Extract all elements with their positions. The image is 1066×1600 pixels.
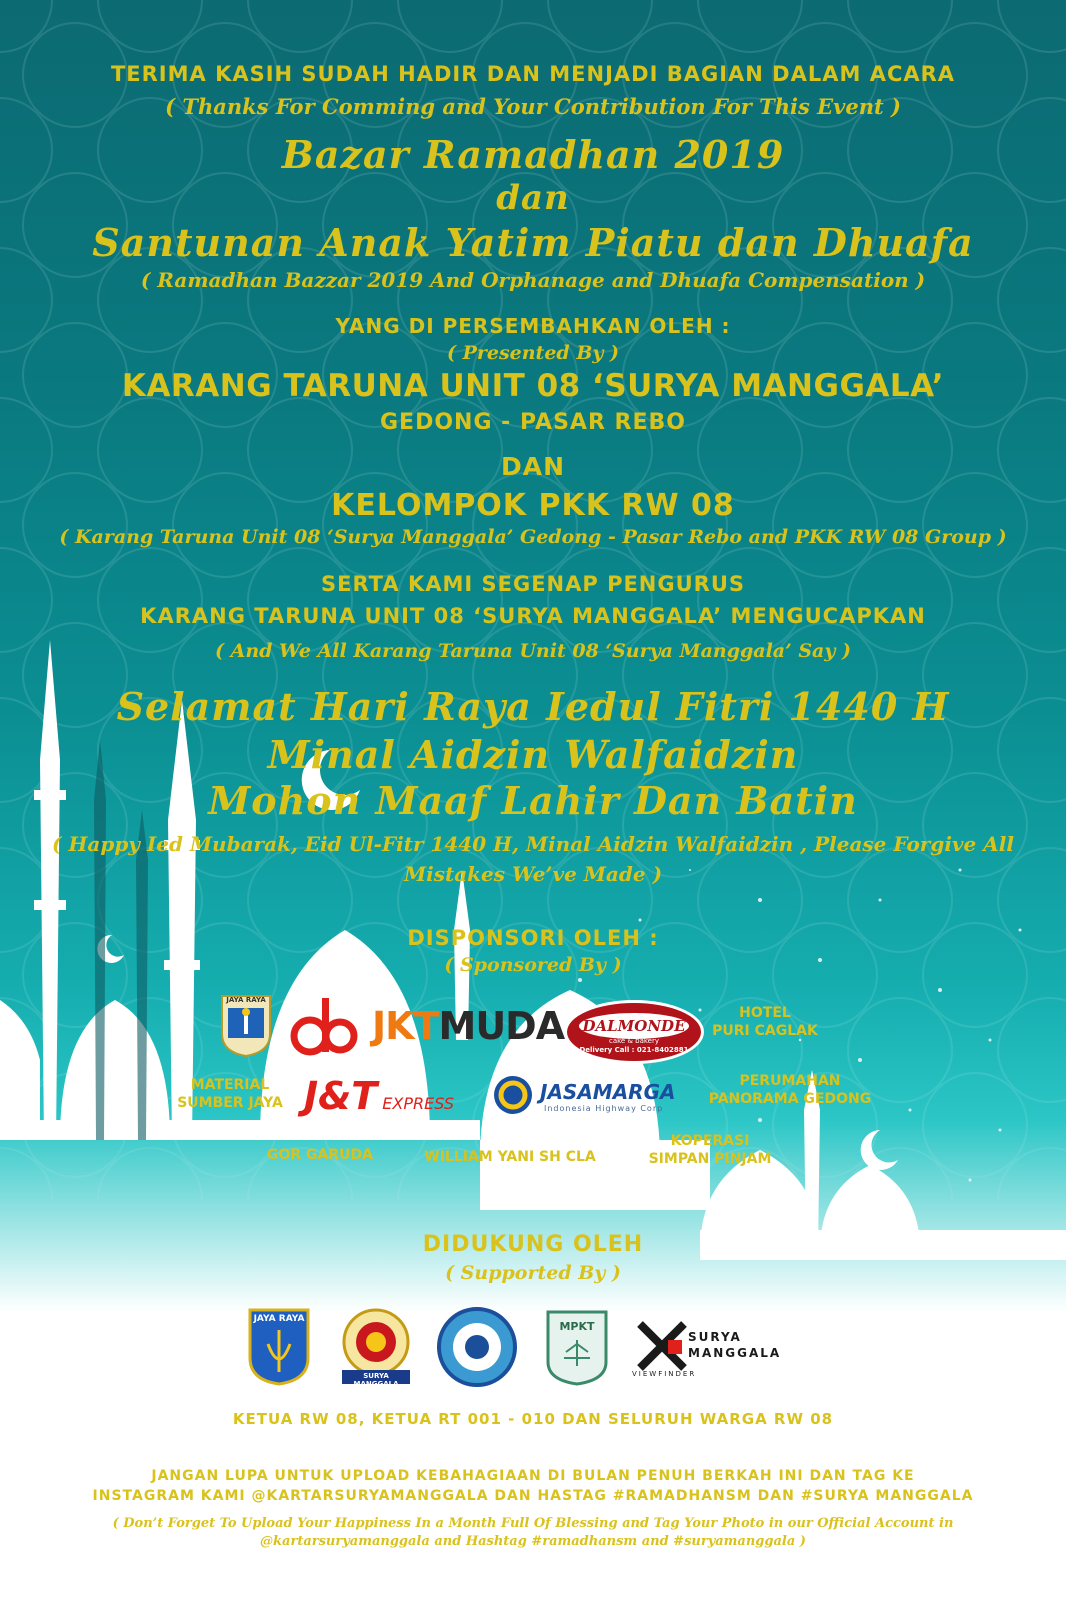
surya-manggala-emblem: SURYA MANGGALA: [332, 1306, 420, 1388]
thanks-heading: TERIMA KASIH SUDAH HADIR DAN MENJADI BAGIAN DALAM ACARA: [110, 62, 956, 86]
footer-line1: JANGAN LUPA UNTUK UPLOAD KEBAHAGIAAN DI BULAN PENUH BERKAH INI DAN TAG KE: [151, 1468, 915, 1484]
sponsors-label-en: ( Sponsored By ): [444, 954, 622, 976]
jnt-express-logo: J&T EXPRESS: [304, 1074, 454, 1118]
jaya-raya-support-logo: JAYA RAYA: [248, 1308, 310, 1386]
sponsor-gor-garuda: GOR GARUDA: [267, 1147, 373, 1163]
support-label: DIDUKUNG OLEH: [422, 1232, 644, 1257]
eid-wish-line1: Selamat Hari Raya Iedul Fitri 1440 H: [116, 684, 950, 729]
eid-wish-translation-1: ( Happy Ied Mubarak, Eid Ul-Fitr 1440 H, Minal Aidzin Walfaidzin , Please Forgive All: [52, 832, 1014, 856]
greeting-line2: KARANG TARUNA UNIT 08 ‘SURYA MANGGALA’ MENGUCAPKAN: [140, 604, 926, 628]
event-title: Bazar Ramadhan 2019: [281, 132, 785, 177]
government-seal-logo: [436, 1306, 518, 1388]
presented-label: YANG DI PERSEMBAHKAN OLEH :: [335, 314, 731, 338]
event-connector: dan: [496, 178, 570, 218]
presented-label-en: ( Presented By ): [446, 342, 620, 364]
event-subtitle: Santunan Anak Yatim Piatu dan Dhuafa: [92, 220, 974, 265]
support-label-en: ( Supported By ): [445, 1262, 621, 1284]
presenter-org1-location: GEDONG - PASAR REBO: [379, 410, 686, 435]
eid-wish-line3: Mohon Maaf Lahir Dan Batin: [208, 778, 858, 823]
sponsor-william-yani: WILLIAM YANI SH CLA: [424, 1149, 596, 1165]
eid-wish-translation-2: Mistakes We’ve Made ): [403, 862, 663, 886]
sponsors-label: DISPONSORI OLEH :: [407, 926, 659, 950]
footer-en1: ( Don’t Forget To Upload Your Happiness In a Month Full Of Blessing and Tag Your Photo in our Official Account in: [112, 1516, 954, 1531]
sponsor-perumahan: PERUMAHAN PANORAMA GEDONG: [708, 1073, 872, 1107]
db-logo: [290, 994, 358, 1056]
presenter-translation: ( Karang Taruna Unit 08 ‘Surya Manggala’ Gedong - Pasar Rebo and PKK RW 08 Group ): [59, 526, 1007, 548]
presenter-org2: KELOMPOK PKK RW 08: [331, 488, 735, 523]
mpkt-logo: MPKT: [546, 1310, 608, 1386]
footer-line2: INSTAGRAM KAMI @KARTARSURYAMANGGALA DAN HASTAG #RAMADHANSM DAN #SURYA MANGGALA: [92, 1488, 974, 1504]
presenter-org1: KARANG TARUNA UNIT 08 ‘SURYA MANGGALA’: [121, 368, 945, 404]
viewfinder-surya-manggala-logo: SURYA MANGGALA VIEWFINDER: [632, 1316, 802, 1380]
community-leaders: KETUA RW 08, KETUA RT 001 - 010 DAN SELURUH WARGA RW 08: [232, 1410, 834, 1428]
event-translation: ( Ramadhan Bazzar 2019 And Orphanage and Dhuafa Compensation ): [140, 268, 926, 292]
greeting-line1: SERTA KAMI SEGENAP PENGURUS: [320, 572, 746, 596]
jaya-raya-logo: JAYA RAYA: [220, 994, 272, 1058]
sponsor-hotel: HOTEL PURI CAGLAK: [712, 1005, 818, 1039]
sponsor-koperasi: KOPERASI SIMPAN PINJAM: [648, 1133, 772, 1167]
sponsor-material: MATERIAL SUMBER JAYA: [177, 1077, 283, 1111]
jasamarga-logo: JASAMARGA Indonesia Highway Corp: [492, 1074, 682, 1120]
greeting-translation: ( And We All Karang Taruna Unit 08 ‘Surya Manggala’ Say ): [214, 640, 852, 662]
footer-en2: @kartarsuryamanggala and Hashtag #ramadhansm and #suryamanggala ): [260, 1534, 806, 1549]
eid-wish-line2: Minal Aidzin Walfaidzin: [267, 732, 799, 777]
presenter-and: DAN: [500, 452, 566, 481]
jktmuda-logo: JKTMUDA: [372, 1004, 565, 1048]
thanks-subtitle: ( Thanks For Comming and Your Contribution For This Event ): [165, 94, 901, 119]
dalmonde-logo: DALMONDE cake & bakery Delivery Call : 021-8402881: [564, 1000, 704, 1064]
